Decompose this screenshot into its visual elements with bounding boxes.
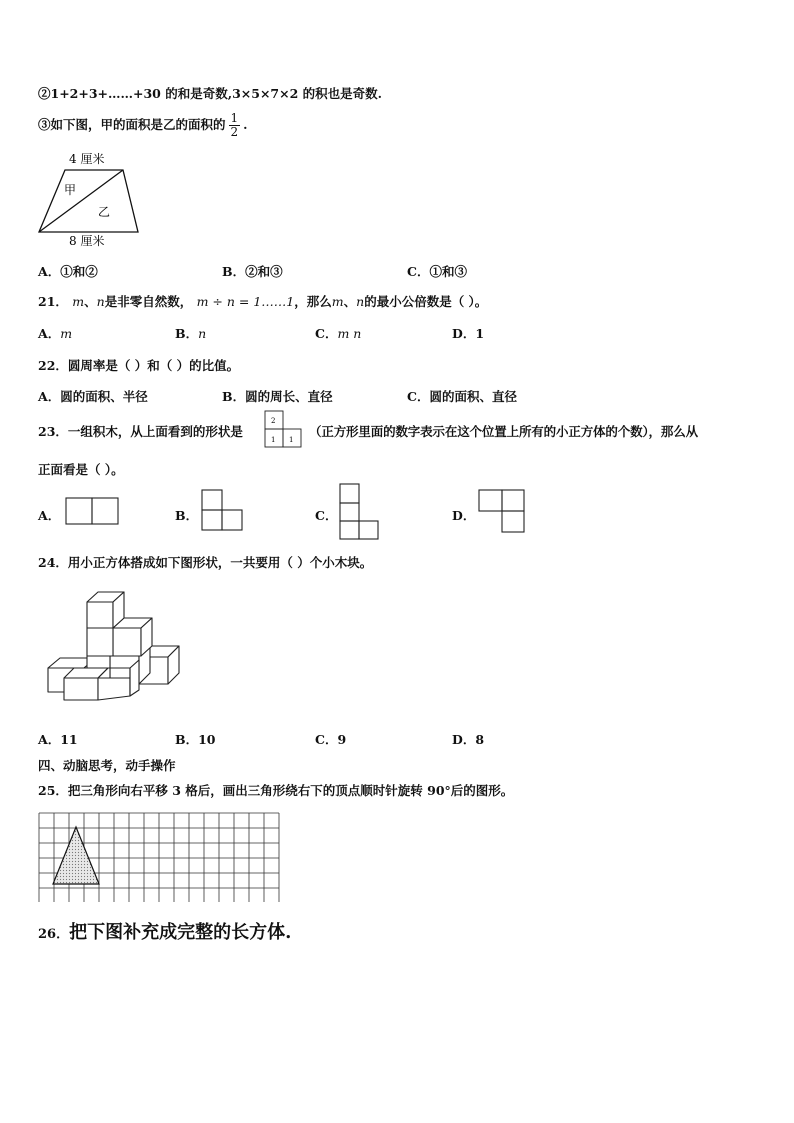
q21-number: 21． [38,294,68,309]
q20-statement-2: ②1+2+3+……+30 的和是奇数,3×5×7×2 的积也是奇数. [38,86,383,101]
var-m-2: m [331,294,344,309]
cube-face [113,628,141,656]
q23-option-c-shape [338,482,382,542]
q23-question-line1: 23．一组积木，从上面看到的形状是 [38,424,243,439]
q21-option-a-label: A． [38,326,61,341]
q20-statement-3-text: ③如下图，甲的面积是乙的面积的 [38,117,226,132]
shape-square [222,510,242,530]
q22-option-b[interactable]: B．圆的周长、直径 [222,389,333,404]
fraction-numerator: 1 [230,111,239,125]
q21-sep-2: 、 [343,294,357,309]
shape-square [502,490,524,511]
grid-number-bottom-left: 1 [271,436,276,444]
q21-option-c-label: C． [315,326,338,341]
q25-question: 25．把三角形向右平移 3 格后，画出三角形绕右下的顶点顺时针旋转 90°后的图形。 [38,783,514,798]
translation-grid-figure [38,812,280,902]
q21-text3: 的最小公倍数是（ ）。 [364,294,488,309]
q26-question [38,918,291,944]
var-n-2: n [356,294,365,309]
q23-option-a[interactable]: A． [38,508,61,523]
trapezoid-bottom-label: 8 厘米 [69,234,105,248]
q24-option-d[interactable]: D．8 [452,732,485,747]
q24-question: 24．用小正方体搭成如下图形状，一共要用（ ）个小木块。 [38,555,373,570]
fraction-denominator: 2 [230,125,239,139]
q20-statement-3 [38,112,248,139]
q23-option-b[interactable]: B． [175,508,199,523]
q26-number: 26． [38,927,70,942]
q21-text2: ，那么 [294,294,332,309]
var-n: n [96,294,105,309]
q23-question-line2: 正面看是（ ）。 [38,462,124,477]
q23-option-c[interactable]: C． [315,508,338,523]
fraction-one-half [229,112,241,139]
cube-face [87,628,113,656]
q22-question: 22．圆周率是（ ）和（ ）的比值。 [38,358,240,373]
shape-square [359,521,378,539]
q22-option-c[interactable]: C．圆的面积、直径 [407,389,517,404]
q21-question [38,292,487,310]
shape-square [202,490,222,510]
trapezoid-top-label: 4 厘米 [69,152,105,166]
cube-face [98,678,130,700]
shape-square [340,521,359,539]
q21-option-b-value: n [198,326,207,341]
q21-option-a-value: m [60,326,73,341]
shape-square [502,511,524,532]
q22-option-a[interactable]: A．圆的面积、半径 [38,389,148,404]
shape-square [340,484,359,503]
region-yi-label: 乙 [98,205,111,219]
section-heading: 四、动脑思考，动手操作 [38,758,176,773]
q21-option-b-label: B． [175,326,199,341]
q20-statement-3-end: . [243,117,248,132]
trapezoid-figure [36,150,146,250]
q21-option-c-value: m n [337,326,362,341]
q21-option-c[interactable] [315,324,361,342]
q23-option-d[interactable]: D． [452,508,476,523]
q24-option-b[interactable]: B．10 [175,732,216,747]
shaded-triangle [53,827,99,884]
cube-stack-figure [40,588,185,710]
q23-option-a-shape [64,496,120,526]
q21-expression: m ÷ n = 1……1 [196,294,295,309]
q24-option-a[interactable]: A．11 [38,732,78,747]
shape-square [202,510,222,530]
grid-number-bottom-right: 1 [289,436,294,444]
q21-option-a[interactable] [38,324,72,342]
q20-option-c[interactable]: C．①和③ [407,264,467,279]
cube-face [64,678,98,700]
q20-option-a[interactable]: A．①和② [38,264,98,279]
q21-option-d[interactable]: D．1 [452,326,485,341]
top-view-grid [264,410,304,448]
q23-question-continuation: （正方形里面的数字表示在这个位置上所有的小正方体的个数），那么从 [309,424,698,439]
cube-face [87,602,113,628]
q21-text1: 是非零自然数， [104,294,193,309]
region-jia-label: 甲 [64,183,77,197]
q23-option-b-shape [200,488,246,532]
q21-option-b[interactable] [175,324,206,342]
grid-number-top: 2 [271,417,276,425]
q23-option-d-shape [477,488,527,534]
shape-square [66,498,92,524]
shape-square [92,498,118,524]
q26-text: 把下图补充成完整的长方体. [69,922,292,943]
trapezoid-outline [39,170,138,232]
q24-option-c[interactable]: C．9 [315,732,347,747]
var-m: m [72,294,85,309]
q21-sep: 、 [84,294,97,309]
shape-square [340,503,359,521]
shape-square [479,490,502,511]
q20-option-b[interactable]: B．②和③ [222,264,283,279]
